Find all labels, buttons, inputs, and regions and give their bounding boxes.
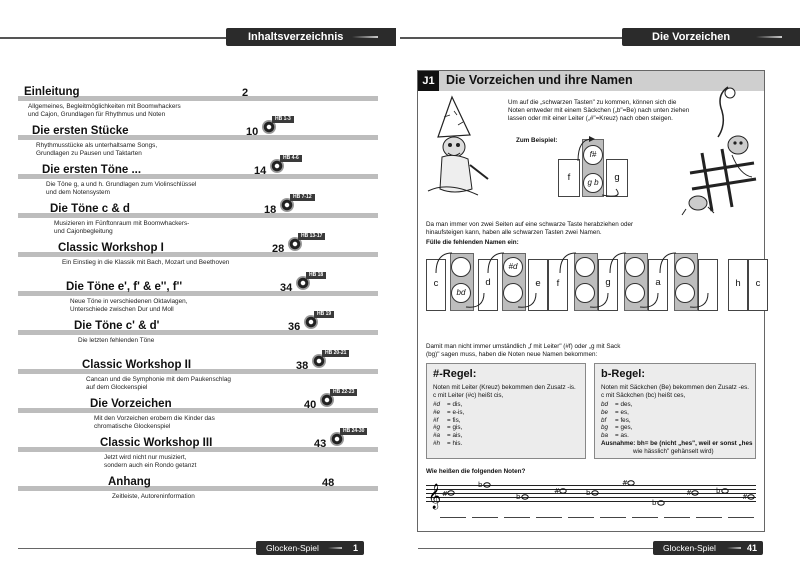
toc-description — [70, 298, 187, 315]
answer-blank[interactable] — [504, 517, 530, 518]
note-name: gis, — [452, 424, 463, 432]
rule-pair — [433, 440, 464, 448]
equals-sign: = — [615, 416, 621, 424]
rule-line: Noten mit Leiter (Kreuz) bekommen den Zusatz -is. — [433, 384, 576, 391]
footer-streak — [727, 547, 741, 549]
toc-title[interactable]: Die Töne c' & d' — [74, 320, 160, 332]
closing-text — [426, 343, 620, 359]
worksheet-frame — [417, 70, 765, 532]
footer-book: Glocken-Spiel — [663, 543, 716, 553]
accidental: b — [478, 481, 483, 489]
equals-sign: = — [447, 416, 453, 424]
answer-blank[interactable] — [696, 517, 722, 518]
toc-description-line: Grundlagen zu Pausen und Taktarten — [36, 150, 142, 158]
example-flat-bubble: g b — [583, 173, 603, 193]
toc-page-number: 28 — [272, 243, 285, 255]
equals-sign: = — [447, 401, 453, 408]
sharp-rule-title: #-Regel: — [433, 368, 477, 380]
toc-title[interactable]: Die Vorzeichen — [90, 398, 172, 410]
header-title: Inhaltsverzeichnis — [248, 31, 344, 43]
toc-description-line: chromatische Glockenspiel — [94, 423, 171, 431]
accidental: # — [554, 487, 560, 495]
toc-page-number: 43 — [314, 438, 327, 450]
example-key-label: f — [567, 172, 571, 183]
toc-description — [94, 415, 215, 432]
flat-rule-pairs — [601, 401, 632, 440]
answer-blank[interactable] — [600, 517, 626, 518]
accidental-name: bg — [601, 424, 609, 432]
equals-sign: = — [615, 424, 621, 432]
hb-track-label: HB 13-17 — [298, 233, 325, 240]
rule-pair — [601, 424, 632, 432]
footer-tab — [256, 541, 364, 555]
toc-page-number: 14 — [254, 165, 267, 177]
toc-description-line: sondern auch ein Rondo getanzt — [104, 462, 197, 470]
down-arrow — [640, 293, 658, 307]
note-head — [448, 491, 454, 495]
accidental-name: #d — [433, 401, 441, 408]
example-sharp-bubble: f# — [583, 145, 603, 165]
down-arrow — [518, 293, 536, 307]
toc-page-number: 2 — [242, 87, 249, 99]
toc-description-line: Musizieren im Fünftonraum mit Boomwhackers- — [54, 220, 190, 227]
toc-description-line: Zeitleiste, Autoreninformation — [112, 493, 195, 500]
accidental: # — [686, 489, 692, 497]
white-key-label: c — [433, 278, 439, 289]
toc-description — [78, 337, 154, 345]
footer-streak — [328, 547, 342, 549]
toc-rule — [18, 369, 378, 374]
note-name: fis, — [452, 416, 461, 424]
staff-notes — [424, 475, 764, 515]
toc-description-line: Neue Töne in verschiedenen Oktavlagen, — [70, 298, 188, 305]
exception-line: Ausnahme: bh= be (nicht „hes", weil er sonst „hes — [601, 440, 753, 447]
equals-sign: = — [615, 401, 621, 408]
toc-description-line: Rhythmusstücke als unterhaltsame Songs, — [36, 142, 158, 149]
equals-sign: = — [447, 439, 453, 447]
sharp-character-illustration — [680, 85, 764, 215]
section-title: Die Vorzeichen und ihre Namen — [446, 73, 633, 87]
toc-rule — [18, 408, 378, 413]
note-head — [522, 495, 528, 499]
toc-page-number: 10 — [246, 126, 259, 138]
up-arrow — [660, 253, 676, 273]
toc-description-line: Ein Einstieg in die Klassik mit Bach, Mozart und Beethoven — [62, 259, 230, 266]
toc-description — [54, 220, 189, 237]
toc-title[interactable]: Einleitung — [24, 86, 80, 98]
note-name: ais, — [452, 432, 463, 440]
question-label: Wie heißen die folgenden Noten? — [426, 468, 526, 475]
white-key-label: f — [556, 278, 560, 289]
white-key-label: h — [735, 278, 741, 289]
toc-title[interactable]: Die Töne e', f' & e'', f'' — [66, 281, 183, 293]
accidental-name: #h — [433, 439, 441, 447]
toc-description-line: und Cajon, Grundlagen für Rhythmus und Noten — [28, 111, 166, 119]
rule-pair — [433, 409, 464, 417]
rule-pair — [601, 432, 632, 440]
rule-pair — [433, 432, 464, 440]
down-arrow — [590, 293, 608, 307]
right-page — [400, 0, 800, 568]
accidental: # — [622, 479, 628, 487]
hb-track-label: HB 4-6 — [280, 155, 302, 162]
example-key-label: g — [614, 172, 620, 183]
accidental: b — [652, 499, 657, 507]
note-name: es, — [620, 408, 629, 416]
footer-book: Glocken-Spiel — [266, 543, 319, 553]
sharp-rule-pairs — [433, 401, 464, 448]
rule-line: c mit Leiter (#c) heißt cis, — [433, 391, 504, 399]
toc-description-line: Jetzt wird nicht nur musiziert, — [104, 454, 187, 461]
note-head — [560, 489, 566, 493]
toc-description-line: und dem Notensystem — [46, 189, 110, 197]
explain-text — [426, 221, 633, 237]
header-streak — [352, 36, 378, 38]
toc-description-line: und Cajonbegleitung — [54, 228, 113, 236]
white-key-label: a — [655, 277, 661, 288]
toc-page-number: 36 — [288, 321, 301, 333]
note-name: des, — [620, 401, 633, 408]
rule-pair — [433, 401, 464, 409]
toc-description-line: Allgemeines, Begleitmöglichkeiten mit Boomwhackers — [28, 103, 181, 110]
note-name: his. — [452, 439, 463, 447]
sharp-rule-intro — [433, 384, 576, 400]
answer-blank[interactable] — [568, 517, 594, 518]
hb-track-label: HB 24-30 — [340, 428, 367, 435]
flat-rule-title: b-Regel: — [601, 368, 645, 380]
equals-sign: = — [615, 408, 621, 416]
accidental-name: be — [601, 408, 609, 416]
answer-blank[interactable] — [440, 517, 466, 518]
keyboard-arrows — [418, 243, 764, 313]
toc-title[interactable]: Anhang — [108, 476, 151, 488]
accidental-name: ba — [601, 432, 609, 440]
intro-line: Um auf die „schwarzen Tasten" zu kommen, können sich die — [508, 99, 677, 106]
equals-sign: = — [447, 432, 453, 440]
white-key-label: e — [535, 278, 541, 289]
accidental-name: #e — [433, 408, 441, 416]
sharp-rule-box — [426, 363, 586, 459]
rule-pair — [433, 424, 464, 432]
toc-description — [104, 454, 196, 471]
note-name: ges, — [620, 424, 633, 432]
toc-page-number: 48 — [322, 477, 335, 489]
accidental: b — [586, 489, 591, 497]
rule-line: c mit Säckchen (bc) heißt ces, — [601, 391, 686, 399]
note-head — [748, 495, 754, 499]
rule-line: Noten mit Säckchen (Be) bekommen den Zusatz -es. — [601, 384, 750, 391]
toc-description-line: auf dem Glockenspiel — [86, 384, 148, 392]
toc-description — [112, 493, 195, 501]
accidental-name: #f — [433, 416, 439, 424]
toc-title[interactable]: Die Töne c & d — [50, 203, 130, 215]
rule-pair — [433, 417, 464, 425]
toc-page-number: 18 — [264, 204, 277, 216]
down-arrow — [466, 293, 484, 307]
toc-title[interactable]: Die ersten Stücke — [32, 125, 129, 137]
toc-description-line: Unterschiede zwischen Dur und Moll — [70, 306, 174, 314]
explain-line: hinaufsteigen kann, haben alle schwarzen Tasten zwei Namen. — [426, 229, 602, 237]
explain-line: Da man immer von zwei Seiten auf eine schwarze Taste herabziehen oder — [426, 221, 634, 228]
flat-rule-exception — [601, 440, 753, 456]
toc-description — [46, 181, 196, 198]
up-arrow — [610, 253, 626, 273]
note-name: e-is, — [452, 408, 465, 416]
accidental: b — [516, 493, 521, 501]
intro-line: Noten entweder mit einem Säckchen („b"=Be) nach unten ziehen — [508, 107, 690, 115]
footer-page-number: 41 — [746, 543, 757, 553]
intro-line: lassen oder mit einer Leiter („#"=Kreuz) nach oben steigen. — [508, 115, 673, 123]
accidental: b — [716, 487, 721, 495]
sharp-name-bubble[interactable]: #d — [503, 257, 523, 277]
rule-pair — [601, 409, 632, 417]
header-rule — [400, 37, 640, 39]
toc-title[interactable]: Classic Workshop III — [100, 437, 213, 449]
note-name: fes, — [620, 416, 631, 424]
equals-sign: = — [447, 408, 453, 416]
footer-rule — [418, 548, 658, 549]
footer-tab — [653, 541, 763, 555]
equals-sign: = — [447, 424, 453, 432]
note-name: as. — [620, 432, 629, 440]
note-head — [692, 491, 698, 495]
flat-rule-box — [594, 363, 756, 459]
accidental-name: bd — [601, 401, 609, 408]
toc-rule — [18, 330, 378, 335]
toc-description-line: Cancan und die Symphonie mit dem Paukenschlag — [86, 376, 231, 383]
note-head — [628, 481, 634, 485]
header-streak — [756, 36, 782, 38]
note-head — [722, 489, 728, 493]
toc-title[interactable]: Classic Workshop I — [58, 242, 164, 254]
hb-track-label: HB 18 — [306, 272, 326, 279]
header-rule — [0, 37, 240, 39]
note-head — [592, 491, 598, 495]
toc-description — [62, 259, 229, 267]
intro-text — [508, 99, 689, 124]
accidental-name: #a — [433, 432, 441, 440]
up-arrow — [488, 253, 504, 273]
example-arrows — [568, 131, 638, 201]
hb-track-label: HB 1-3 — [272, 116, 294, 123]
white-key-label: c — [755, 278, 761, 289]
toc-description — [86, 376, 231, 393]
hb-track-label: HB 20-21 — [322, 350, 349, 357]
accidental-name: #g — [433, 424, 441, 432]
note-head — [658, 501, 664, 505]
white-key-label: g — [605, 277, 611, 288]
answer-blank[interactable] — [536, 517, 562, 518]
task-label: Fülle die fehlenden Namen ein: — [426, 239, 519, 246]
header-tab — [226, 28, 396, 46]
section-number: J1 — [418, 71, 439, 91]
example-label: Zum Beispiel: — [516, 137, 558, 144]
answer-blank[interactable] — [472, 517, 498, 518]
closing-line: Damit man nicht immer umständlich „f mit Leiter" (#f) oder „g mit Sack — [426, 343, 621, 350]
hb-track-label: HB 22-23 — [330, 389, 357, 396]
answer-blank[interactable] — [664, 517, 690, 518]
toc-title[interactable]: Die ersten Töne ... — [42, 164, 142, 176]
hb-track-label: HB 7-12 — [290, 194, 315, 201]
accidental: # — [442, 490, 448, 498]
toc-description-line: Die letzten fehlenden Töne — [78, 337, 155, 344]
footer-rule — [18, 548, 258, 549]
toc-title[interactable]: Classic Workshop II — [82, 359, 192, 371]
toc-page-number: 40 — [304, 399, 317, 411]
hb-track-label: HB 19 — [314, 311, 334, 318]
rule-pair — [601, 401, 632, 409]
note-name: dis, — [452, 401, 463, 408]
up-arrow — [436, 253, 452, 273]
white-key-label: d — [485, 277, 491, 288]
exception-line: wie hässlich" gehänselt wird) — [633, 447, 714, 455]
rule-pair — [601, 417, 632, 425]
flat-rule-intro — [601, 384, 749, 400]
equals-sign: = — [615, 432, 621, 440]
treble-clef-icon: 𝄞 — [428, 484, 442, 509]
header-tab — [622, 28, 800, 46]
wizard-illustration — [426, 95, 496, 205]
answer-blank[interactable] — [632, 517, 658, 518]
closing-line: (bg)" sagen muss, haben die Noten neue Namen bekommen: — [426, 351, 598, 359]
footer-page-number: 1 — [352, 543, 358, 553]
answer-blank[interactable] — [728, 517, 754, 518]
header-title: Die Vorzeichen — [652, 31, 731, 43]
up-arrow — [560, 253, 576, 273]
toc-description — [28, 103, 181, 120]
flat-name-bubble[interactable]: bd — [451, 283, 471, 303]
toc-page-number: 38 — [296, 360, 309, 372]
accidental: # — [742, 493, 748, 501]
toc-page-number: 34 — [280, 282, 293, 294]
note-head — [484, 483, 490, 487]
accidental-name: bf — [601, 416, 607, 424]
toc-description-line: Die Töne g, a und h. Grundlagen zum Violinschlüssel — [46, 181, 197, 188]
down-arrow — [690, 293, 708, 307]
toc-description-line: Mit den Vorzeichen erobern die Kinder das — [94, 415, 215, 422]
toc-description — [36, 142, 157, 159]
